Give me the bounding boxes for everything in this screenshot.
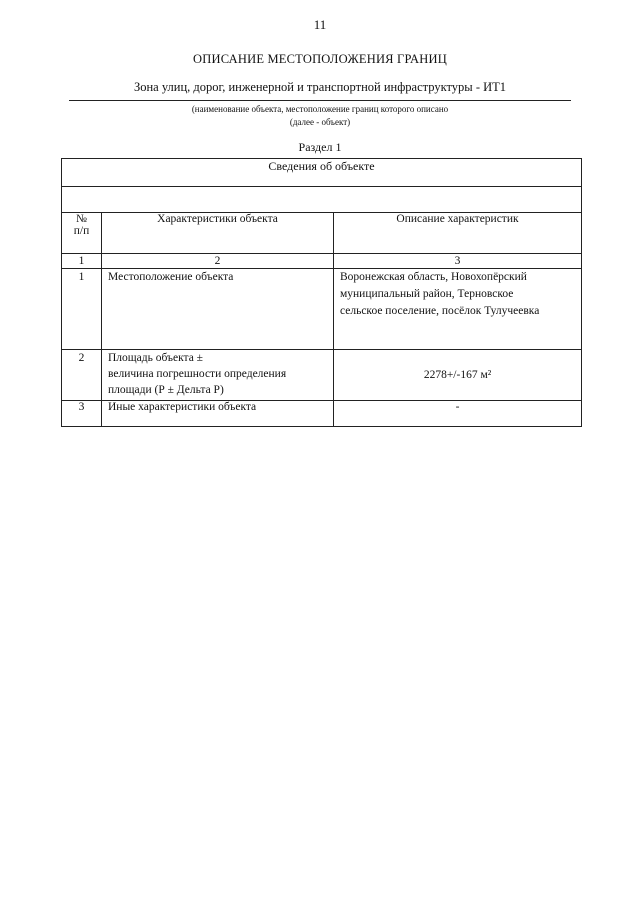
row-characteristic-line: величина погрешности определения xyxy=(108,368,287,380)
object-name-underline xyxy=(69,100,571,101)
column-number: 2 xyxy=(102,254,334,269)
header-characteristics: Характеристики объекта xyxy=(102,213,334,254)
blank-cell xyxy=(62,187,582,213)
column-number-row xyxy=(62,254,582,269)
table-title: Сведения об объекте xyxy=(62,159,582,187)
header-num-pp: п/п xyxy=(73,225,90,237)
table-row xyxy=(62,350,582,401)
row-characteristic xyxy=(102,401,334,427)
header-num-sign: № xyxy=(76,213,87,225)
row-characteristic-line: площади (Р ± Дельта Р) xyxy=(108,384,224,396)
column-number: 1 xyxy=(62,254,102,269)
row-characteristic-line: Иные характеристики объекта xyxy=(108,401,257,413)
row-description: - xyxy=(334,401,582,427)
row-number: 1 xyxy=(62,269,102,350)
column-number: 3 xyxy=(334,254,582,269)
row-description-line: сельское поселение, посёлок Тулучеевка xyxy=(340,305,540,317)
header-num xyxy=(62,213,102,254)
page-number: 11 xyxy=(313,17,327,32)
row-number: 3 xyxy=(62,401,102,427)
object-info-table xyxy=(61,158,582,427)
row-description: 2278+/-167 м² xyxy=(334,350,582,401)
row-characteristic xyxy=(102,350,334,401)
document-title: ОПИСАНИЕ МЕСТОПОЛОЖЕНИЯ ГРАНИЦ xyxy=(193,52,447,66)
object-name: Зона улиц, дорог, инженерной и транспортной инфраструктуры - ИТ1 xyxy=(133,80,507,94)
section-title: Раздел 1 xyxy=(298,140,342,154)
row-characteristic-line: Местоположение объекта xyxy=(108,271,234,283)
table-row xyxy=(62,401,582,427)
row-description-line: муниципальный район, Терновское xyxy=(340,288,514,300)
object-name-caption-line1: (наименование объекта, местоположение границ которого описано xyxy=(191,104,449,114)
table-title-row xyxy=(62,159,582,187)
table-row xyxy=(62,269,582,350)
header-description: Описание характеристик xyxy=(334,213,582,254)
object-name-caption-line2: (далее - объект) xyxy=(289,117,351,127)
table-header-row xyxy=(62,213,582,254)
row-description xyxy=(334,269,582,350)
row-characteristic-line: Площадь объекта ± xyxy=(108,352,203,364)
row-characteristic xyxy=(102,269,334,350)
row-description-line: Воронежская область, Новохопёрский xyxy=(340,271,527,283)
row-number: 2 xyxy=(62,350,102,401)
table-blank-row xyxy=(62,187,582,213)
